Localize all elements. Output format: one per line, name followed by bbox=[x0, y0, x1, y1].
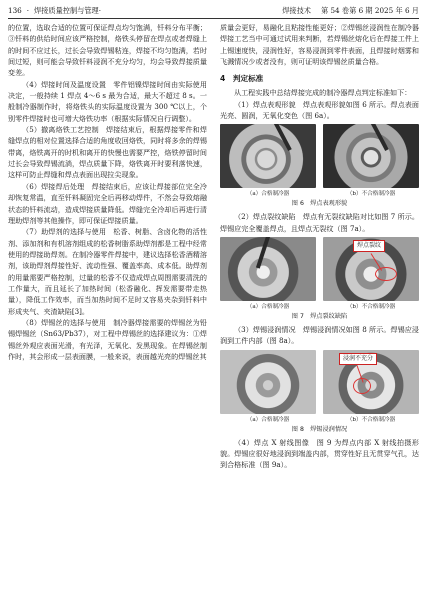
subcaption: （b）不合格制冷器 bbox=[346, 416, 396, 423]
subcaption: （a）合格制冷器 bbox=[246, 304, 290, 311]
figure-7a bbox=[220, 237, 316, 311]
subcaption: （a）合格制冷器 bbox=[246, 191, 290, 198]
photo-qualified-cooler bbox=[220, 124, 316, 188]
photo-qualified-cooler bbox=[220, 350, 316, 414]
header-right bbox=[282, 6, 419, 16]
figure-6b bbox=[323, 124, 419, 198]
journal-name: 焊接质量控制与管理· bbox=[34, 5, 101, 15]
paragraph: 质量会更好，易融化且粘接性能更好；②焊锡丝浸润性在制冷器焊接工艺当中可通过试用来判断，若焊锡丝熔化后在焊接工件上上锡速度快，浸润性好，容易浸润到零件表面，且焊接时烟雾和飞溅情况少或者没有，则可证明该焊锡丝质量合格。 bbox=[220, 23, 419, 67]
header-rule bbox=[8, 18, 419, 19]
paragraph: （1）焊点表观形貌 焊点表观形貌如图 6 所示。焊点表面光亮、圆润，无氧化变色（图 6a）。 bbox=[220, 99, 419, 121]
wire bbox=[369, 124, 388, 151]
paragraph: （7）助焊剂的选择与使用 松香、树脂、含卤化物的活性剂、添加剂和有机溶剂组成的松香树脂系助焊剂都是工程中经常使用的焊接助焊剂。在制冷器零件焊接中，建议选择松香酒精溶剂，该助焊剂焊接性好、流动性强、覆盖率高、成本低。助焊剂的用量需要严格控制，过量的松香不仅造成焊点周围需要清洗的工作量大，而且延长了加热时间（松香融化、挥发需要带走热量），降低工作效率，而当加热时间不足时又容易夹杂到钎料中形成夹气、夹渣缺陷[3]。 bbox=[8, 227, 207, 316]
photo-qualified-cooler bbox=[220, 237, 316, 301]
figure-caption: 图 7 焊点裂纹缺陷 bbox=[291, 313, 348, 321]
subcaption: （b）不合格制冷器 bbox=[346, 191, 396, 198]
photo-unqualified-cooler bbox=[323, 350, 419, 414]
paragraph: 从工程实践中总结焊接完成的制冷器焊点判定标准如下： bbox=[234, 88, 412, 98]
left-column bbox=[8, 22, 207, 596]
figure-caption: 图 8 焊锡浸润情况 bbox=[291, 425, 348, 433]
figure-6 bbox=[220, 124, 419, 209]
paragraph: （4）焊接时间及温度设置 零件铝镍焊接时间由实际使用决定，一般持续 1 焊点 4～6 s 最为合适，最大不超过 8 s。一般制冷器制作时，将烙铁头的实际温度设置为 300 ℃以上，个别零件焊接时也可增大烙铁功率（根据实际情况自行调整）。 bbox=[8, 79, 207, 123]
paragraph: （4）焊点 X 射线图像 图 9 为焊点内部 X 射线拍摄形貌。焊锡应很好地浸润到端盖内部，贯穿性好且无贯穿气孔，达到合格标准（图 9a）。 bbox=[220, 437, 419, 470]
running-title: 焊接技术 bbox=[282, 5, 311, 15]
paragraph: （2）焊点裂纹缺陷 焊点有无裂纹缺陷对比如图 7 所示。焊锡应完全覆盖焊点，且焊点无裂纹（图 7a）。 bbox=[220, 212, 419, 233]
wetting-highlight bbox=[353, 378, 371, 394]
wire bbox=[272, 124, 291, 151]
photo-unqualified-cooler bbox=[323, 237, 419, 301]
figure-7b bbox=[323, 237, 419, 311]
figure-caption: 图 6 焊点表观形貌 bbox=[291, 200, 348, 208]
wetting-annotation-label: 浸润不充分 bbox=[339, 353, 377, 365]
subcaption: （b）不合格制冷器 bbox=[346, 304, 396, 311]
figure-8 bbox=[220, 350, 419, 435]
crack-annotation-label: 焊点裂纹 bbox=[353, 240, 385, 252]
figure-7 bbox=[220, 237, 419, 322]
paragraph: （5）撤离烙铁工艺控制 焊接结束后，根据焊接零件和焊缝焊点的相对位置选择合适的角度收回烙铁，同时将多余的焊锡带离，烙铁离开的时机和离开的快慢也需要严控，烙铁停留时间过长会导致焊锡流淌，焊点质量下降，烙铁离开时要利落快速，这样可防止焊缝和焊点表面出现拉尖现象。 bbox=[8, 125, 207, 180]
paragraph: （3）焊锡浸润情况 焊锡浸润情况如图 8 所示。焊锡应浸润到工件内部（图 8a）。 bbox=[220, 325, 419, 346]
figure-8b bbox=[323, 350, 419, 424]
right-column bbox=[220, 22, 419, 596]
page-number: 136 bbox=[8, 5, 22, 15]
figure-6a bbox=[220, 124, 316, 198]
running-header bbox=[8, 4, 419, 17]
crack-highlight bbox=[375, 267, 397, 281]
wire bbox=[256, 237, 272, 269]
subcaption: （a）合格制冷器 bbox=[246, 416, 290, 423]
section-heading: 4 判定标准 bbox=[220, 74, 264, 84]
photo-unqualified-cooler bbox=[323, 124, 419, 188]
paragraph: （6）焊接焊后处理 焊接结束后，应该让焊接部位完全冷却恢复常温，直至钎料凝固完全后再移动焊件，不然会导致熔融状态的钎料流动，造成焊接质量降低。焊缝完全冷却后再进行清理助焊剂等其他操作，即可保证焊接质量。 bbox=[8, 181, 207, 225]
header-left bbox=[8, 6, 101, 16]
figure-8a bbox=[220, 350, 316, 424]
paragraph: （8）焊锡丝的选择与使用 制冷器焊接需要的焊锡丝为铅锡焊锡丝（Sn63/Pb37），对工程中焊锡丝的选择建议为：①焊锡丝外观应表面光滑，有光泽，无氧化、发黑现象。在焊锡丝制作时，其会形成一层表面膜，一般来说，表面越光亮的焊锡丝其 bbox=[8, 317, 207, 361]
issue-info: 第 54 卷第 6 期 2025 年 6 月 bbox=[321, 5, 419, 15]
paragraph: 的位置，选取合适的位置可保证焊点均匀饱满，钎料分布平衡；③钎料的供给时间应该严格控制，烙铁头停留在焊点或者焊缝上的时间不应过长，过长会导致焊锡粘连，焊接不均匀饱满，若时间过短，则可能会导致钎料浸润不充分均匀，均会导致焊接质量变差。 bbox=[8, 23, 207, 78]
journal-bullet: · bbox=[26, 5, 30, 15]
